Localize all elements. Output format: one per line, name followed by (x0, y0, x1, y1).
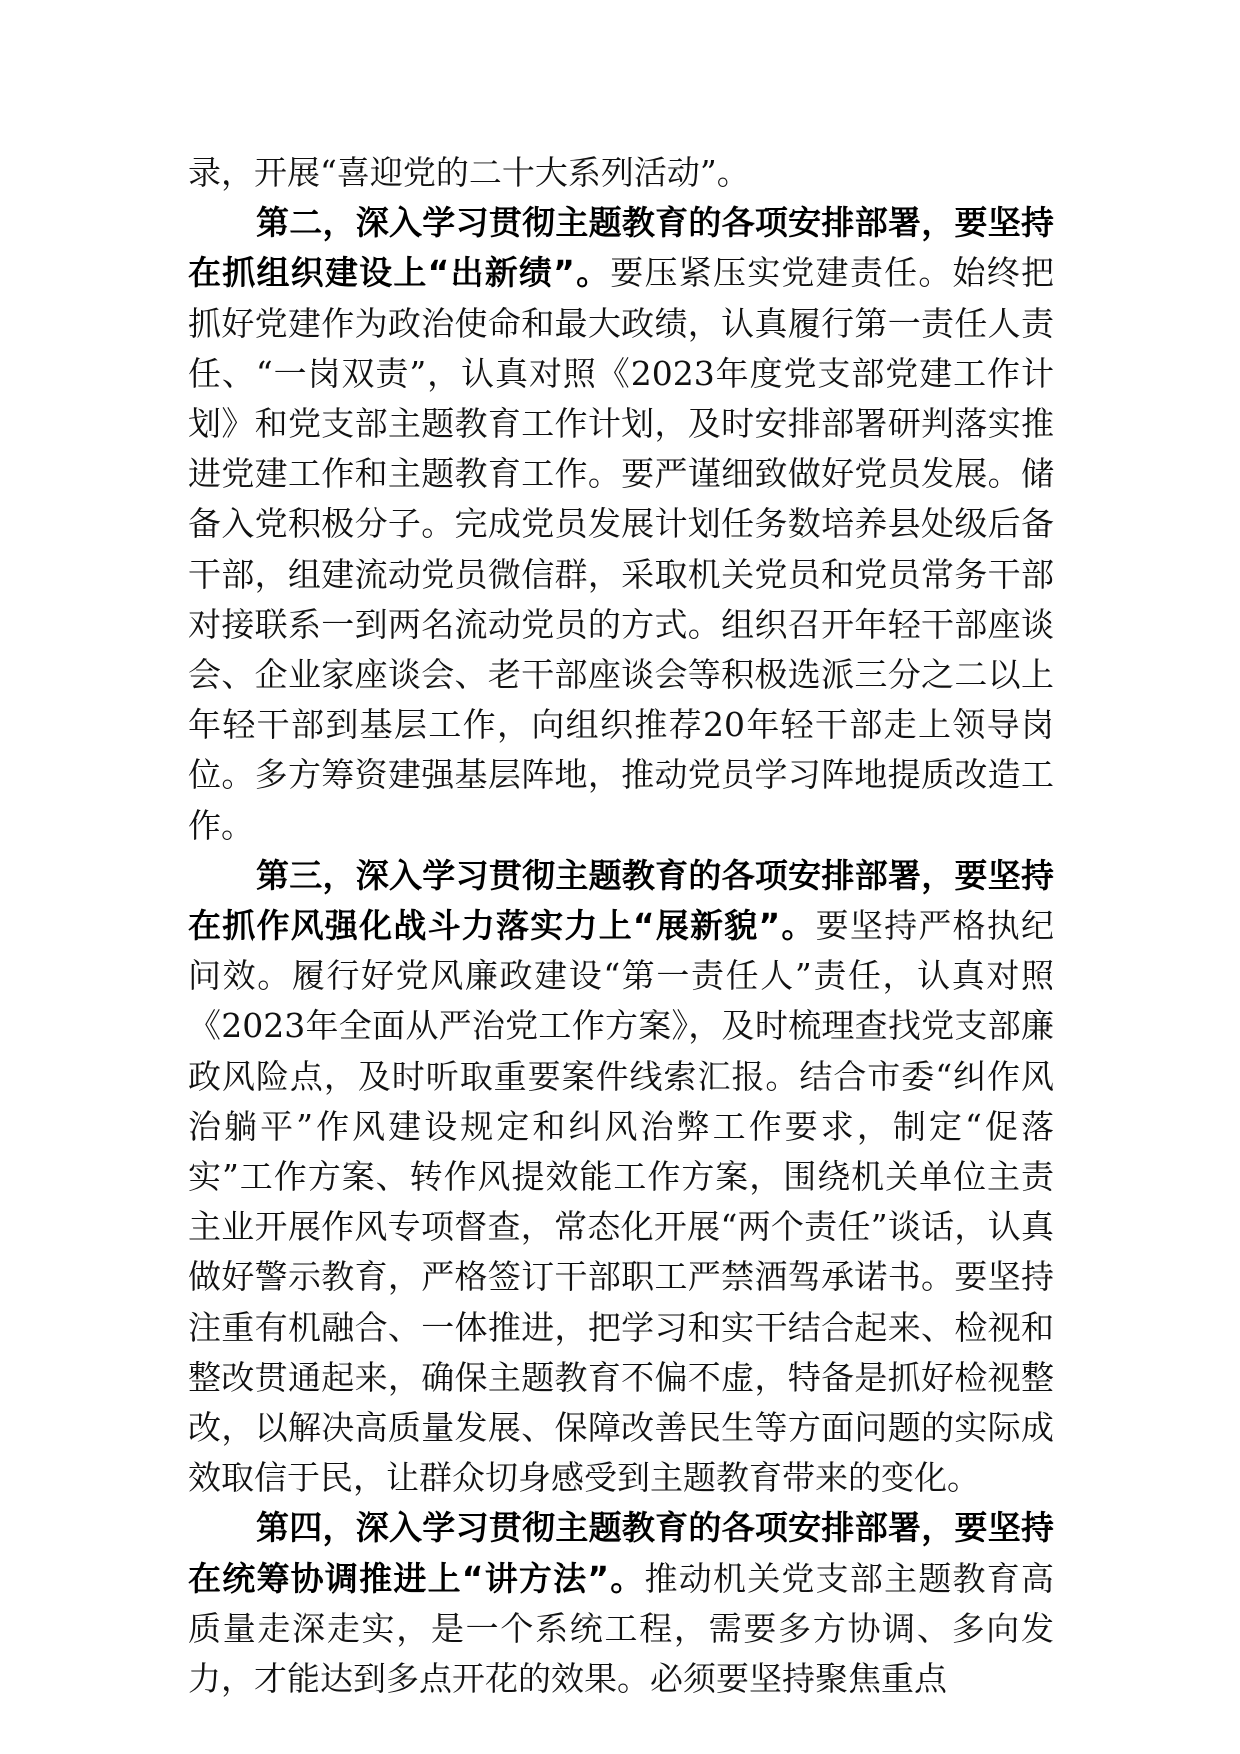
paragraph-text: 推动机关党支部主题教育高质量走深走实，是一个系统工程，需要多方协调、多向发力，才能达到多点开花的效果。必须要坚持聚焦重点 (188, 1558, 1054, 1699)
paragraph-text: 要坚持严格执纪问效。履行好党风廉政建设“第一责任人”责任，认真对照《2023年全面从严治党工作方案》，及时梳理查找党支部廉政风险点，及时听取重要案件线索汇报。结合市委“纠作风治躺平”作风建设规定和纠风治弊工作要求，制定“促落实”工作方案、转作风提效能工作方案，围绕机关单位主责主业开展作风专项督查，常态化开展“两个责任”谈话，认真做好警示教育，严格签订干部职工严禁酒驾承诺书。要坚持注重有机融合、一体推进，把学习和实干结合起来、检视和整改贯通起来，确保主题教育不偏不虚，特备是抓好检视整改，以解决高质量发展、保障改善民生等方面问题的实际成效取信于民，让群众切身感受到主题教育带来的变化。 (188, 906, 1054, 1498)
paragraph-text: 录，开展“喜迎党的二十大系列活动”。 (188, 153, 750, 192)
paragraph-continuation (188, 148, 1054, 198)
paragraph-fourth (188, 1503, 1054, 1704)
paragraph-lead: 第三，深入学习贯彻主题教育的各项安排部署，要坚持在抓作风强化战斗力落实力上“展新貌”。 (188, 855, 1054, 946)
paragraph-third (188, 851, 1054, 1504)
paragraph-text: 要压紧压实党建责任。始终把抓好党建作为政治使命和最大政绩，认真履行第一责任人责任、“一岗双责”，认真对照《2023年度党支部党建工作计划》和党支部主题教育工作计划，及时安排部署研判落实推进党建工作和主题教育工作。要严谨细致做好党员发展。储备入党积极分子。完成党员发展计划任务数培养县处级后备干部，组建流动党员微信群，采取机关党员和党员常务干部对接联系一到两名流动党员的方式。组织召开年轻干部座谈会、企业家座谈会、老干部座谈会等积极选派三分之二以上年轻干部到基层工作，向组织推荐20年轻干部走上领导岗位。多方筹资建强基层阵地，推动党员学习阵地提质改造工作。 (188, 253, 1054, 845)
paragraph-second (188, 198, 1054, 851)
document-body (188, 148, 1054, 1704)
paragraph-lead: 第四，深入学习贯彻主题教育的各项安排部署，要坚持在统筹协调推进上“讲方法”。 (188, 1508, 1054, 1598)
paragraph-lead: 第二，深入学习贯彻主题教育的各项安排部署，要坚持在抓组织建设上“出新绩”。 (188, 203, 1054, 293)
